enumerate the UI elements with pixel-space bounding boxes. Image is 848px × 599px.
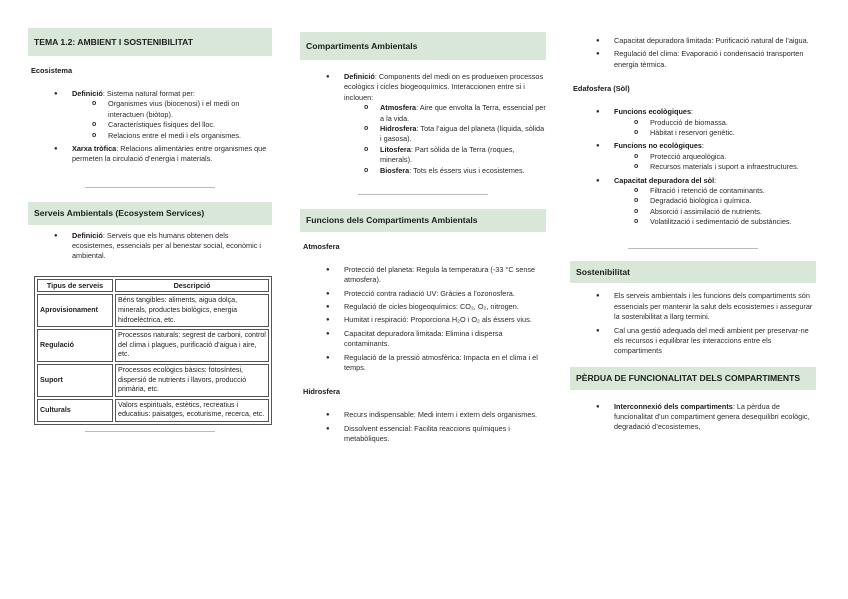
column-1 <box>28 0 272 432</box>
edafosfera-list <box>570 107 816 227</box>
divider <box>628 248 758 249</box>
subtitle-edafosfera: Edafosfera (Sòl) <box>573 84 630 94</box>
sublist <box>570 118 816 139</box>
list-item: o Filtració i retenció de contaminants. <box>570 186 816 196</box>
serveis-table <box>34 276 272 425</box>
list-item: o Degradació biològica i química. <box>570 196 816 206</box>
list-item: o Relacions entre el medi i els organismes. <box>28 131 272 141</box>
table-cell: Aprovisionament <box>37 294 113 327</box>
list-item: o Hàbitat i reservori genètic. <box>570 128 816 138</box>
section-header-compartiments: Compartiments Ambientals <box>300 32 546 60</box>
sostenibilitat-list <box>570 291 816 356</box>
list-item: o Absorció i assimilació de nutrients. <box>570 207 816 217</box>
divider <box>85 431 215 432</box>
column-2 <box>300 0 546 445</box>
table-header: Descripció <box>115 279 269 293</box>
list-item: ● Regulació del clima: Evaporació i condensació transporten energia tèrmica. <box>570 49 816 70</box>
list-item: o Producció de biomassa. <box>570 118 816 128</box>
section-header-serveis: Serveis Ambientals (Ecosystem Services) <box>28 202 272 225</box>
list-item: ● Dissolvent essencial: Facilita reaccions químiques i metabòliques. <box>300 424 546 445</box>
list-item: o Atmosfera: Aire que envolta la Terra, essencial per a la vida. <box>300 103 546 124</box>
subtitle-atmosfera: Atmosfera <box>303 241 340 251</box>
list-item: ● Regulació de cicles biogeoquímics: CO₂, O₂, nitrogen. <box>300 302 546 312</box>
list-item: o Organismes vius (biocenosi) i el medi on interactuen (biòtop). <box>28 99 272 120</box>
table-header: Tipus de serveis <box>37 279 113 293</box>
section-header-funcions: Funcions dels Compartiments Ambientals <box>300 209 546 232</box>
subtitle-ecosistema: Ecosistema <box>31 66 73 75</box>
list-item: ● Definició: Sistema natural format per: o Organismes vius (biocenosi) i el medi on interactuen (biòtop). o Característiques físiques del lloc. o Relacions entre el medi i els organismes. <box>28 89 272 141</box>
table-cell: Processos naturals: segrest de carboni, control del clima i plagues, purificació d’aigua i aire, etc. <box>115 329 269 362</box>
divider <box>358 194 488 195</box>
list-item: ● Capacitat depuradora del sòl: o Filtració i retenció de contaminants. o Degradació biològica i química. o Absorció i assimilació de nutrients. o Volatilització i sedimentació de substàncies. <box>570 176 816 228</box>
section-header-tema: TEMA 1.2: AMBIENT I SOSTENIBILITAT <box>28 28 272 56</box>
hidrosfera-list <box>300 410 546 444</box>
sublist <box>570 186 816 228</box>
table-wrapper <box>28 276 272 425</box>
table-cell: Regulació <box>37 329 113 362</box>
list-item: o Biosfera: Tots els éssers vius i ecosistemes. <box>300 166 546 176</box>
perdua-list <box>570 402 816 433</box>
list-item: o Característiques físiques del lloc. <box>28 120 272 130</box>
list-item: ● Capacitat depuradora limitada: Elimina i dispersa contaminants. <box>300 329 546 350</box>
list-item: ● Funcions ecològiques: o Producció de biomassa. o Hàbitat i reservori genètic. <box>570 107 816 138</box>
table-header-row <box>37 279 269 293</box>
list-item: ● Xarxa tròfica: Relacions alimentàries entre organismes que permeten la circulació d’energia i materials. <box>28 144 272 165</box>
compartiments-list <box>300 72 546 176</box>
table-cell: Valors espirituals, estètics, recreatius i educatius: paisatges, ecoturisme, recerca, etc. <box>115 399 269 422</box>
list-item: ● Humitat i respiració: Proporciona H₂O i O₂ als éssers vius. <box>300 315 546 325</box>
list-item: ● Protecció contra radiació UV: Gràcies a l’ozonosfera. <box>300 289 546 299</box>
table-row <box>37 329 269 362</box>
list-item: o Protecció arqueològica. <box>570 152 816 162</box>
divider <box>85 187 215 188</box>
list-item: ● Capacitat depuradora limitada: Purificació natural de l’aigua. <box>570 36 816 46</box>
table-cell: Béns tangibles: aliments, aigua dolça, minerals, productes biològics, energia hidroelèctrica, etc. <box>115 294 269 327</box>
hidrosfera-cont-list <box>570 36 816 70</box>
table-row <box>37 294 269 327</box>
list-item: o Recursos materials i suport a infraestructures. <box>570 162 816 172</box>
table-cell: Suport <box>37 364 113 397</box>
list-item: ● Els serveis ambientals i les funcions dels compartiments són essencials per mantenir la salut dels ecosistemes i assegurar la sostenibilitat a llarg termini. <box>570 291 816 322</box>
sublist <box>570 152 816 173</box>
section-header-perdua: PÈRDUA DE FUNCIONALITAT DELS COMPARTIMENTS <box>570 367 816 390</box>
section-header-sostenibilitat: Sostenibilitat <box>570 261 816 284</box>
sublist <box>28 99 272 141</box>
table-cell: Culturals <box>37 399 113 422</box>
list-item: ● Funcions no ecològiques: o Protecció arqueològica. o Recursos materials i suport a infraestructures. <box>570 141 816 172</box>
subtitle-hidrosfera: Hidrosfera <box>303 387 340 397</box>
list-item: ● Definició: Serveis que els humans obtenen dels ecosistemes, essencials per al benestar social, econòmic i ambiental. <box>28 231 272 262</box>
serveis-list <box>28 231 272 262</box>
list-item: ● Cal una gestió adequada del medi ambient per preservar-ne els recursos i equilibrar les interaccions entre els compartiments <box>570 326 816 357</box>
table-cell: Processos ecològics bàsics: fotosíntesi, dispersió de nutrients i llavors, producció primària, etc. <box>115 364 269 397</box>
ecosistema-list <box>28 89 272 165</box>
list-item: ● Regulació de la pressió atmosfèrica: Impacta en el clima i el temps. <box>300 353 546 374</box>
list-item: ● Recurs indispensable: Medi intern i extern dels organismes. <box>300 410 546 420</box>
list-item: ● Interconnexió dels compartiments: La pèrdua de funcionalitat d’un compartiment genera desequilibri ecològic, degradació d’ecosistemes, <box>570 402 816 433</box>
atmosfera-list <box>300 265 546 374</box>
list-item: o Volatilització i sedimentació de substàncies. <box>570 217 816 227</box>
table-row <box>37 399 269 422</box>
list-item: o Litosfera: Part sòlida de la Terra (roques, minerals). <box>300 145 546 166</box>
column-3 <box>570 0 816 433</box>
list-item: o Hidrosfera: Tota l’aigua del planeta (líquida, sòlida i gasosa). <box>300 124 546 145</box>
list-item: ● Definició: Components del medi on es produeixen processos ecològics i cicles biogeoquímics. Interaccionen entre si i inclouen: o Atmosfera: Aire que envolta la Terra, essencial per a la vida. o Hidrosfera: Tota l’aigua del planeta (líquida, sòlida i gasosa). o Litosfera: Part sòlida de la Terra (roques, minerals). o Biosfera: Tots els éssers vius i ecosistemes. <box>300 72 546 176</box>
table-row <box>37 364 269 397</box>
list-item: ● Protecció del planeta: Regula la temperatura (-33 °C sense atmosfera). <box>300 265 546 286</box>
sublist <box>300 103 546 176</box>
